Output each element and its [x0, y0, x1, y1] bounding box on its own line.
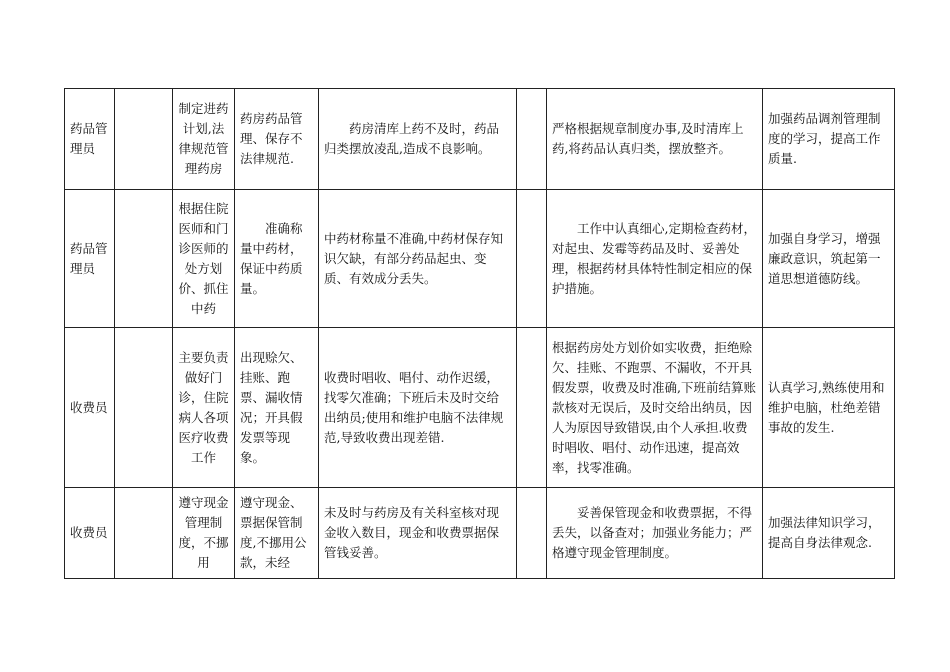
table-row [65, 328, 895, 488]
improve-cell: 加强药品调剂管理制度的学习，提高工作质量. [763, 89, 895, 190]
empty-cell [517, 488, 547, 579]
measure-cell: 严格根据规章制度办事,及时清库上药,将药品认真归类，摆放整齐。 [547, 89, 763, 190]
table-row [65, 190, 895, 328]
duty-cell: 根据住院医师和门诊医师的处方划价、抓住中药 [173, 190, 235, 328]
improve-cell: 加强法律知识学习，提高自身法律观念. [763, 488, 895, 579]
role-cell: 药品管理员 [65, 89, 115, 190]
table-row [65, 89, 895, 190]
duty-cell: 制定进药计划,法律规范管理药房 [173, 89, 235, 190]
issue-text: 药房清库上药不及时，药品归类摆放凌乱,造成不良影响。 [324, 121, 500, 156]
role-cell: 药品管理员 [65, 190, 115, 328]
measure-cell [547, 488, 763, 579]
risk-cell: 遵守现金、票据保管制度,不挪用公款，未经 [235, 488, 319, 579]
improve-cell: 加强自身学习，增强廉政意识，筑起第一道思想道德防线。 [763, 190, 895, 328]
measure-cell [547, 190, 763, 328]
risk-text: 准确称量中药材，保证中药质量。 [240, 220, 303, 296]
empty-cell [115, 488, 173, 579]
issue-cell [319, 89, 517, 190]
risk-cell: 出现赊欠、挂账、跑票、漏收情况；开具假发票等现象。 [235, 328, 319, 488]
role-cell: 收费员 [65, 328, 115, 488]
risk-cell: 药房药品管理、保存不法律规范. [235, 89, 319, 190]
measure-text: 工作中认真细心,定期检查药材，对起虫、发霉等药品及时、妥善处理，根据药材具体特性制定相应的保护措施。 [552, 220, 756, 296]
empty-cell [517, 190, 547, 328]
issue-cell: 未及时与药房及有关科室核对现金收入数目，现金和收费票据保管钱妥善。 [319, 488, 517, 579]
empty-cell [115, 190, 173, 328]
empty-cell [517, 328, 547, 488]
empty-cell [115, 89, 173, 190]
issue-cell: 收费时唱收、唱付、动作迟缓，找零欠准确；下班后未及时交给出纳员;使用和维护电脑不法律规范,导致收费出现差错. [319, 328, 517, 488]
risk-cell [235, 190, 319, 328]
table-row [65, 488, 895, 579]
role-cell: 收费员 [65, 488, 115, 579]
issue-cell: 中药材称量不准确,中药材保存知识欠缺，有部分药品起虫、变质、有效成分丢失。 [319, 190, 517, 328]
duty-cell: 遵守现金管理制度，不挪用 [173, 488, 235, 579]
risk-table [64, 88, 895, 579]
measure-text: 妥善保管现金和收费票据，不得丢失，以备查对；加强业务能力；严格遵守现金管理制度。 [552, 505, 753, 560]
empty-cell [115, 328, 173, 488]
measure-cell: 根据药房处方划价如实收费，拒绝赊欠、挂账、不跑票、不漏收，不开具假发票，收费及时准确,下班前结算账款核对无误后，及时交给出纳员，因人为原因导致错误,由个人承担.收费时唱收、唱付、动作迅速，提高效率，找零准确。 [547, 328, 763, 488]
improve-cell: 认真学习,熟练使用和维护电脑，杜绝差错事故的发生. [763, 328, 895, 488]
empty-cell [517, 89, 547, 190]
duty-cell: 主要负责做好门诊，住院病人各项医疗收费工作 [173, 328, 235, 488]
